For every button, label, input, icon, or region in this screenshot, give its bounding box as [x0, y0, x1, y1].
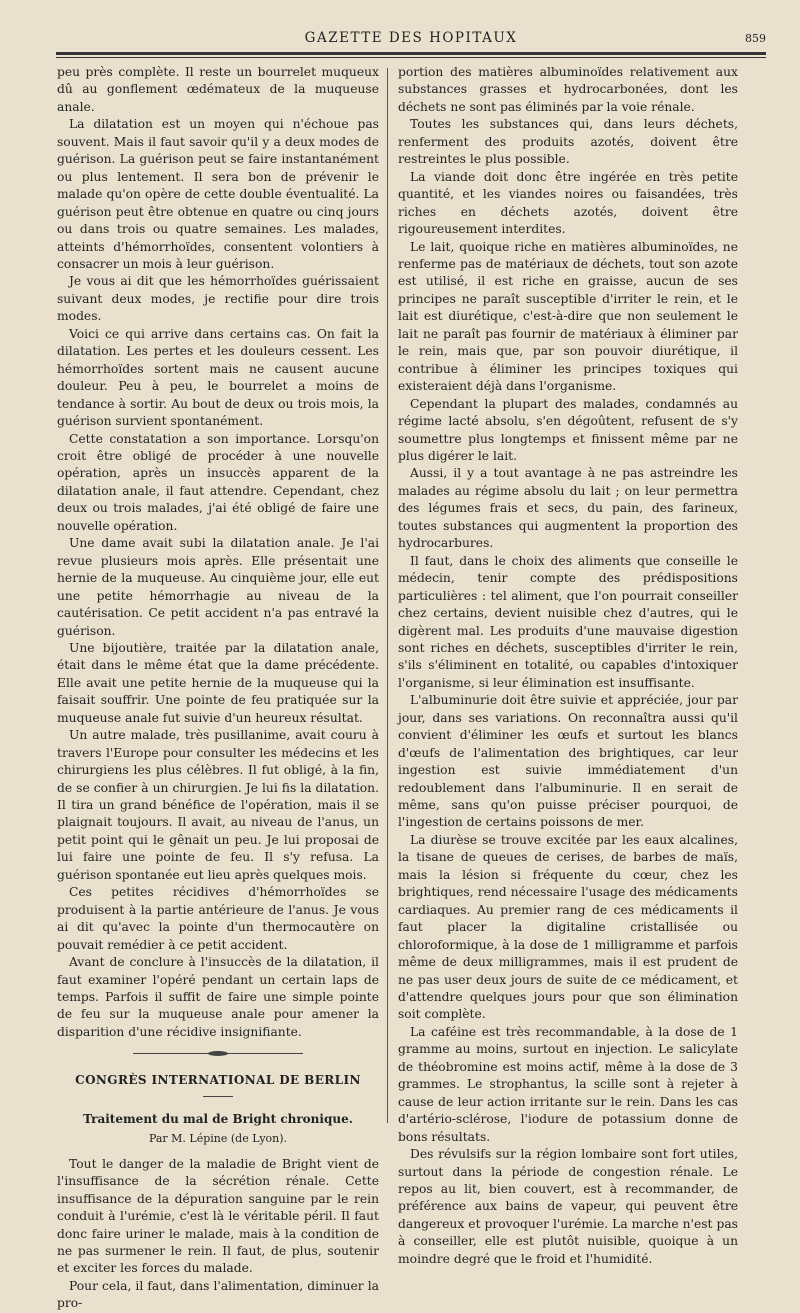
paragraph: Pour cela, il faut, dans l'alimentation, diminuer la pro-	[57, 1278, 379, 1311]
article-byline: Par M. Lépine (de Lyon).	[148, 1132, 288, 1146]
paragraph: La diurèse se trouve excitée par les eaux alcalines, la tisane de queues de cerises, de barbes de maïs, mais la lésion si fréquente du cœur, chez les brightiques, rend nécessaire l'usage des médicaments cardiaques. Au premier rang de ces médicaments il faut placer la digitaline cristallisée ou chloroformique, à la dose de 1 milligramme et parfois même de deux milligrammes, mais il est prudent de ne pas user deux jours de suite de ce médicament, et d'attendre quelques jours pour que son élimination soit complète.	[398, 832, 738, 1022]
paragraph: Aussi, il y a tout avantage à ne pas astreindre les malades au régime absolu du lait ; on leur permettra des légumes frais et secs, du pain, des farineux, toutes substances qui augmentent la proportion des hydrocarbures.	[398, 466, 738, 551]
paragraph: Il faut, dans le choix des aliments que conseille le médecin, tenir compte des prédispositions particulières : tel aliment, que l'on pourrait conseiller chez certains, devient nuisible chez d'autres, qui le digèrent mal. Les produits d'une mauvaise digestion sont riches en déchets, susceptibles d'irriter le rein, s'ils s'éliminent en totalité, ou capables d'intoxiquer l'organisme, si leur élimination est insuffisante.	[398, 553, 738, 690]
paragraph: portion des matières albuminoïdes relativement aux substances grasses et hydrocarbonées, dont les déchets ne sont pas éliminés par la voie rénale.	[398, 65, 738, 114]
left-paragraphs-before	[57, 64, 379, 1041]
right-paragraphs	[398, 64, 738, 1268]
paragraph: Cependant la plupart des malades, condamnés au régime lacté absolu, s'en dégoûtent, refusent de s'y soumettre plus longtemps et finissent même par ne plus digérer le lait.	[398, 396, 738, 463]
title-rule	[203, 1096, 233, 1097]
section-title: CONGRÈS INTERNATIONAL DE BERLIN	[75, 1073, 361, 1088]
paragraph: Cette constatation a son importance. Lorsqu'on croit être obligé de procéder à une nouvelle opération, après un insuccès apparent de la dilatation anale, il faut attendre. Cependant, chez deux ou trois malades, j'ai été obligé de faire une nouvelle opération.	[57, 431, 379, 533]
left-paragraphs-after	[57, 1156, 379, 1313]
paragraph: Voici ce qui arrive dans certains cas. On fait la dilatation. Les pertes et les douleurs cessent. Les hémorrhoïdes sortent mais ne causent aucune douleur. Peu à peu, le bourrelet a moins de tendance à sortir. Au bout de deux ou trois mois, la guérison survient spontanément.	[57, 326, 379, 429]
paragraph: Un autre malade, très pusillanime, avait couru à travers l'Europe pour consulter les médecins et les chirurgiens les plus célèbres. Il fut obligé, à la fin, de se confier à un chirurgien. Je lui fis la dilatation. Il tira un grand bénéfice de l'opération, mais il se plaignait toujours. Il avait, au niveau de l'anus, un petit point qui le gênait un peu. Je lui proposai de lui faire une pointe de feu. Il s'y refusa. La guérison spontanée eut lieu après quelques mois.	[57, 728, 379, 882]
page-number: 859	[745, 32, 766, 45]
paragraph: L'albuminurie doit être suivie et appréciée, jour par jour, dans ses variations. On reconnaîtra aussi qu'il convient d'éliminer les œufs et surtout les blancs d'œufs de l'alimentation des brightiques, car leur ingestion est suivie immédiatement d'un redoublement dans l'albuminurie. Il en serait de même, sans qu'on puisse préciser pourquoi, de l'ingestion de certains poissons de mer.	[398, 693, 738, 830]
paragraph: peu près complète. Il reste un bourrelet muqueux dû au gonflement œdémateux de la muqueuse anale.	[57, 65, 379, 114]
paragraph: La dilatation est un moyen qui n'échoue pas souvent. Mais il faut savoir qu'il y a deux modes de guérison. La guérison peut se faire instantanément ou plus lentement. Il sera bon de prévenir le malade qu'on opère de cette double éventualité. La guérison peut être obtenue en quatre ou cinq jours ou dans trois ou quatre semaines. Les malades, atteints d'hémorrhoïdes, consentent volontiers à consacrer un mois à leur guérison.	[57, 117, 379, 271]
paragraph: Avant de conclure à l'insuccès de la dilatation, il faut examiner l'opéré pendant un certain laps de temps. Parfois il suffit de faire une simple pointe de feu sur la muqueuse anale pour amener la disparition d'une récidive insignifiante.	[57, 955, 379, 1039]
paragraph: La caféine est très recommandable, à la dose de 1 gramme au moins, surtout en injection. Le salicylate de théobromine est moins actif, même à la dose de 3 grammes. Le strophantus, la scille sont à rejeter à cause de leur action irritante sur le rein. Dans les cas d'artério-sclérose, l'iodure de potassium donne de bons résultats.	[398, 1024, 738, 1144]
left-column	[57, 64, 379, 1313]
paragraph: Des révulsifs sur la région lombaire sont fort utiles, surtout dans la période de congestion rénale. Le repos au lit, bien couvert, est à recommander, de préférence aux bains de vapeur, qui peuvent être dangereux et provoquer l'urémie. La marche n'est pas à conseiller, elle est plutôt nuisible, quoique à un moindre degré que le froid et l'humidité.	[398, 1147, 738, 1266]
article-title: Traitement du mal de Bright chronique.	[83, 1111, 353, 1126]
running-title: GAZETTE DES HOPITAUX	[304, 30, 518, 46]
paragraph: Une dame avait subi la dilatation anale. Je l'ai revue plusieurs mois après. Elle présentait une hernie de la muqueuse. Au cinquième jour, elle eut une petite hémorrhagie au niveau de la cautérisation. Ce petit accident n'a pas entravé la guérison.	[57, 536, 379, 638]
right-column	[398, 64, 738, 1268]
section-separator	[133, 1053, 303, 1054]
header-rule-thick	[56, 52, 766, 55]
paragraph: La viande doit donc être ingérée en très petite quantité, et les viandes noires ou faisandées, très riches en déchets azotés, doivent être rigoureusement interdites.	[398, 169, 738, 237]
paragraph: Je vous ai dit que les hémorrhoïdes guérissaient suivant deux modes, je rectifie pour dire trois modes.	[57, 274, 379, 324]
paragraph: Ces petites récidives d'hémorrhoïdes se produisent à la partie antérieure de l'anus. Je vous ai dit qu'avec la pointe d'un thermocautère on pouvait remédier à ce petit accident.	[57, 885, 379, 952]
paragraph: Une bijoutière, traitée par la dilatation anale, était dans le même état que la dame précédente. Elle avait une petite hernie de la muqueuse qui la faisait souffrir. Une pointe de feu pratiquée sur la muqueuse anale fut suivie d'un heureux résultat.	[57, 640, 379, 725]
paragraph: Le lait, quoique riche en matières albuminoïdes, ne renferme pas de matériaux de déchets, tout son azote est utilisé, il est riche en graisse, aucun de ses principes ne paraît susceptible d'irriter le rein, et le lait est diurétique, c'est-à-dire que non seulement le lait ne paraît pas fournir de matériaux à éliminer par le rein, mais que, par son pouvoir diurétique, il contribue à éliminer les principes toxiques qui existeraient déjà dans l'organisme.	[398, 239, 738, 394]
column-divider	[387, 68, 388, 1123]
header-rule-thin	[56, 57, 766, 58]
page-header	[56, 28, 766, 50]
paragraph: Toutes les substances qui, dans leurs déchets, renferment des produits azotés, doivent être restreintes le plus possible.	[398, 117, 738, 167]
paragraph: Tout le danger de la maladie de Bright vient de l'insuffisance de la sécrétion rénale. Cette insuffisance de la dépuration sanguine par le rein conduit à l'urémie, c'est là le véritable péril. Il faut donc faire uriner le malade, mais à la condition de ne pas surmener le rein. Il faut, de plus, soutenir et exciter les forces du malade.	[57, 1156, 379, 1276]
